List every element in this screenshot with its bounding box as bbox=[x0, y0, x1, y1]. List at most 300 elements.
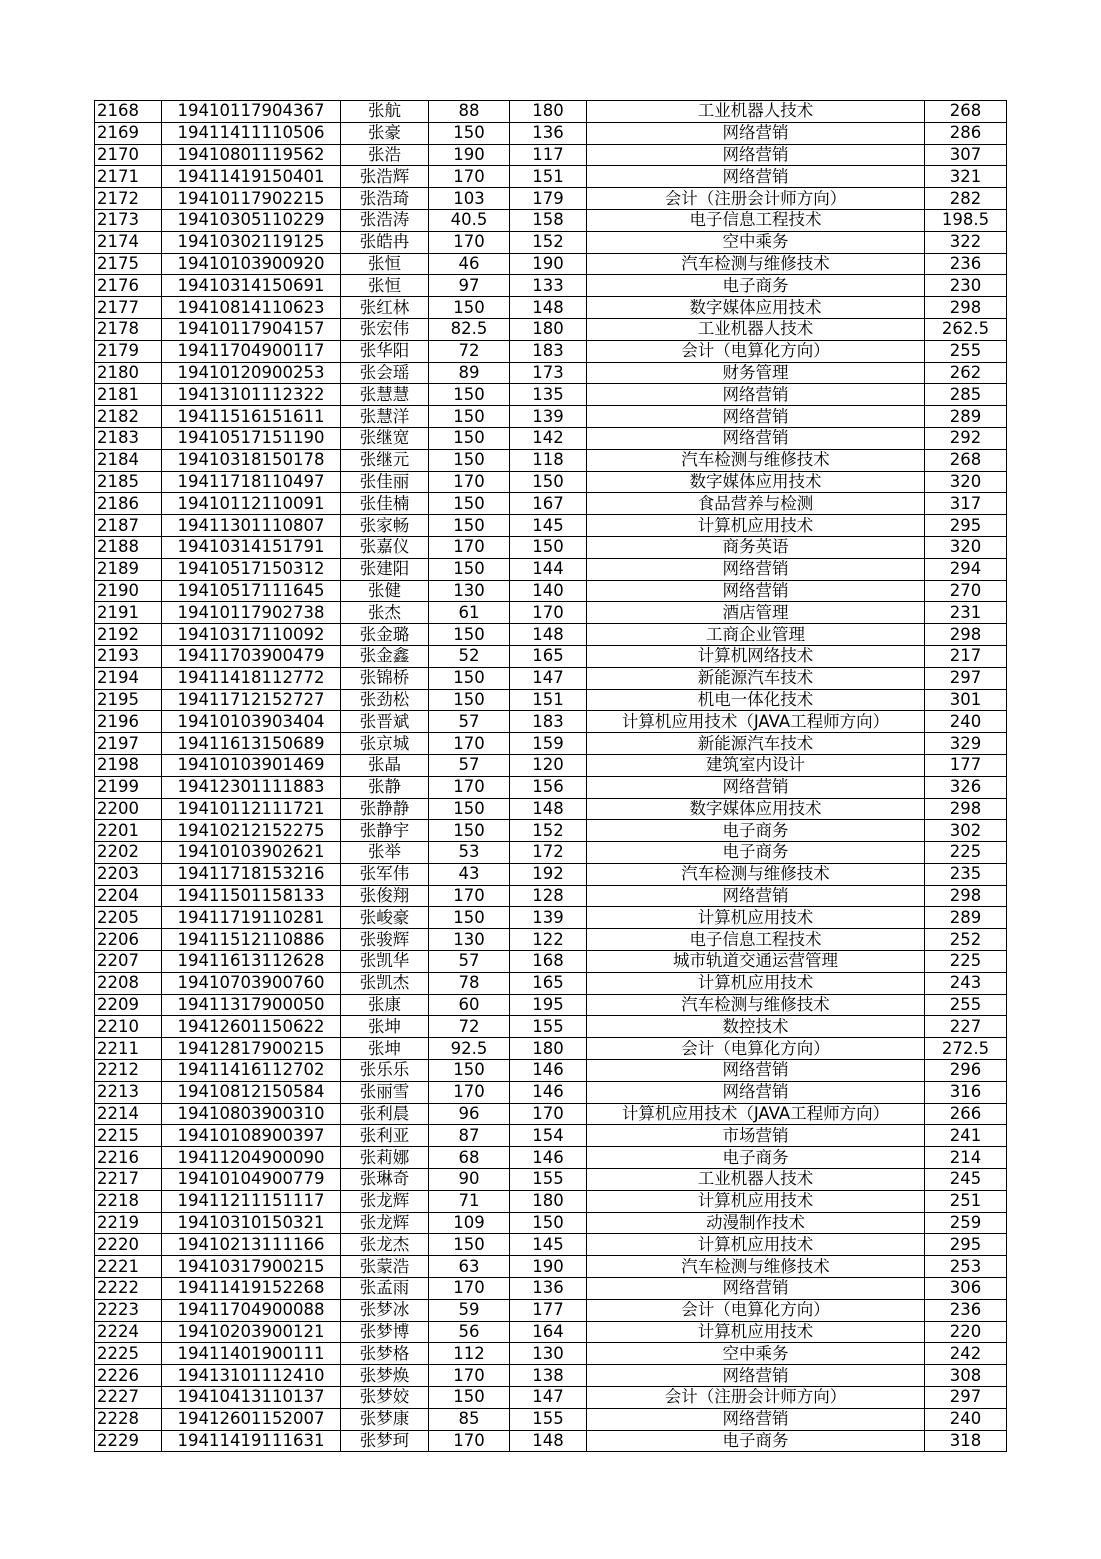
major-cell: 数字媒体应用技术 bbox=[587, 471, 925, 493]
score-b-cell: 139 bbox=[510, 907, 587, 929]
table-row bbox=[95, 1212, 1007, 1234]
total-cell: 259 bbox=[925, 1212, 1007, 1234]
exam-id-cell: 19410517150312 bbox=[162, 558, 341, 580]
score-a-cell: 61 bbox=[429, 602, 510, 624]
total-cell: 301 bbox=[925, 689, 1007, 711]
score-a-cell: 85 bbox=[429, 1408, 510, 1430]
score-a-cell: 150 bbox=[429, 798, 510, 820]
name-cell: 张家畅 bbox=[341, 515, 429, 537]
major-cell: 酒店管理 bbox=[587, 602, 925, 624]
score-a-cell: 150 bbox=[429, 297, 510, 319]
table-row bbox=[95, 754, 1007, 776]
major-cell: 数字媒体应用技术 bbox=[587, 297, 925, 319]
score-a-cell: 190 bbox=[429, 144, 510, 166]
major-cell: 网络营销 bbox=[587, 427, 925, 449]
table-row bbox=[95, 972, 1007, 994]
major-cell: 网络营销 bbox=[587, 776, 925, 798]
score-a-cell: 112 bbox=[429, 1343, 510, 1365]
score-b-cell: 192 bbox=[510, 863, 587, 885]
score-b-cell: 172 bbox=[510, 842, 587, 864]
table-row bbox=[95, 362, 1007, 384]
score-a-cell: 150 bbox=[429, 907, 510, 929]
score-b-cell: 155 bbox=[510, 1016, 587, 1038]
score-a-cell: 97 bbox=[429, 275, 510, 297]
exam-id-cell: 19411718110497 bbox=[162, 471, 341, 493]
name-cell: 张红林 bbox=[341, 297, 429, 319]
score-b-cell: 133 bbox=[510, 275, 587, 297]
name-cell: 张骏辉 bbox=[341, 929, 429, 951]
name-cell: 张佳丽 bbox=[341, 471, 429, 493]
total-cell: 217 bbox=[925, 645, 1007, 667]
total-cell: 262.5 bbox=[925, 318, 1007, 340]
name-cell: 张丽雪 bbox=[341, 1081, 429, 1103]
major-cell: 汽车检测与维修技术 bbox=[587, 1256, 925, 1278]
total-cell: 302 bbox=[925, 820, 1007, 842]
total-cell: 225 bbox=[925, 842, 1007, 864]
score-b-cell: 148 bbox=[510, 624, 587, 646]
table-row bbox=[95, 122, 1007, 144]
name-cell: 张锦桥 bbox=[341, 667, 429, 689]
table-row bbox=[95, 209, 1007, 231]
major-cell: 计算机应用技术（JAVA工程师方向） bbox=[587, 1103, 925, 1125]
major-cell: 电子商务 bbox=[587, 1430, 925, 1452]
seq-cell: 2173 bbox=[95, 209, 162, 231]
name-cell: 张浩涛 bbox=[341, 209, 429, 231]
score-a-cell: 78 bbox=[429, 972, 510, 994]
score-b-cell: 190 bbox=[510, 253, 587, 275]
score-b-cell: 145 bbox=[510, 515, 587, 537]
table-row bbox=[95, 231, 1007, 253]
score-a-cell: 43 bbox=[429, 863, 510, 885]
table-row bbox=[95, 1387, 1007, 1409]
total-cell: 307 bbox=[925, 144, 1007, 166]
score-b-cell: 147 bbox=[510, 667, 587, 689]
exam-id-cell: 19412301111883 bbox=[162, 776, 341, 798]
total-cell: 266 bbox=[925, 1103, 1007, 1125]
table-row bbox=[95, 1190, 1007, 1212]
score-a-cell: 40.5 bbox=[429, 209, 510, 231]
name-cell: 张浩琦 bbox=[341, 188, 429, 210]
name-cell: 张浩辉 bbox=[341, 166, 429, 188]
total-cell: 220 bbox=[925, 1321, 1007, 1343]
major-cell: 汽车检测与维修技术 bbox=[587, 994, 925, 1016]
name-cell: 张坤 bbox=[341, 1038, 429, 1060]
seq-cell: 2229 bbox=[95, 1430, 162, 1452]
total-cell: 289 bbox=[925, 907, 1007, 929]
seq-cell: 2194 bbox=[95, 667, 162, 689]
major-cell: 计算机应用技术 bbox=[587, 907, 925, 929]
seq-cell: 2175 bbox=[95, 253, 162, 275]
seq-cell: 2219 bbox=[95, 1212, 162, 1234]
major-cell: 计算机应用技术 bbox=[587, 1321, 925, 1343]
major-cell: 网络营销 bbox=[587, 580, 925, 602]
total-cell: 295 bbox=[925, 515, 1007, 537]
score-b-cell: 135 bbox=[510, 384, 587, 406]
exam-id-cell: 19411712152727 bbox=[162, 689, 341, 711]
name-cell: 张康 bbox=[341, 994, 429, 1016]
name-cell: 张嘉仪 bbox=[341, 536, 429, 558]
major-cell: 计算机应用技术（JAVA工程师方向） bbox=[587, 711, 925, 733]
table-row bbox=[95, 253, 1007, 275]
exam-id-cell: 19411418112772 bbox=[162, 667, 341, 689]
exam-id-cell: 19410317110092 bbox=[162, 624, 341, 646]
major-cell: 网络营销 bbox=[587, 558, 925, 580]
major-cell: 汽车检测与维修技术 bbox=[587, 449, 925, 471]
name-cell: 张龙辉 bbox=[341, 1190, 429, 1212]
major-cell: 汽车检测与维修技术 bbox=[587, 253, 925, 275]
major-cell: 动漫制作技术 bbox=[587, 1212, 925, 1234]
table-row bbox=[95, 515, 1007, 537]
table-row bbox=[95, 340, 1007, 362]
table-row bbox=[95, 602, 1007, 624]
table-row bbox=[95, 493, 1007, 515]
total-cell: 296 bbox=[925, 1060, 1007, 1082]
seq-cell: 2193 bbox=[95, 645, 162, 667]
seq-cell: 2181 bbox=[95, 384, 162, 406]
score-b-cell: 136 bbox=[510, 122, 587, 144]
total-cell: 262 bbox=[925, 362, 1007, 384]
name-cell: 张蒙浩 bbox=[341, 1256, 429, 1278]
seq-cell: 2184 bbox=[95, 449, 162, 471]
major-cell: 工业机器人技术 bbox=[587, 318, 925, 340]
table-row bbox=[95, 144, 1007, 166]
exam-id-cell: 19411401900111 bbox=[162, 1343, 341, 1365]
score-b-cell: 120 bbox=[510, 754, 587, 776]
score-b-cell: 139 bbox=[510, 406, 587, 428]
table-row bbox=[95, 820, 1007, 842]
score-b-cell: 180 bbox=[510, 318, 587, 340]
total-cell: 252 bbox=[925, 929, 1007, 951]
score-a-cell: 103 bbox=[429, 188, 510, 210]
score-b-cell: 170 bbox=[510, 602, 587, 624]
major-cell: 网络营销 bbox=[587, 1408, 925, 1430]
score-b-cell: 180 bbox=[510, 1038, 587, 1060]
total-cell: 285 bbox=[925, 384, 1007, 406]
seq-cell: 2195 bbox=[95, 689, 162, 711]
seq-cell: 2192 bbox=[95, 624, 162, 646]
score-b-cell: 151 bbox=[510, 166, 587, 188]
exam-id-cell: 19410117904157 bbox=[162, 318, 341, 340]
total-cell: 198.5 bbox=[925, 209, 1007, 231]
name-cell: 张乐乐 bbox=[341, 1060, 429, 1082]
total-cell: 320 bbox=[925, 536, 1007, 558]
table-row bbox=[95, 1408, 1007, 1430]
score-b-cell: 147 bbox=[510, 1387, 587, 1409]
exam-id-cell: 19412601152007 bbox=[162, 1408, 341, 1430]
score-a-cell: 90 bbox=[429, 1169, 510, 1191]
exam-id-cell: 19410104900779 bbox=[162, 1169, 341, 1191]
score-b-cell: 155 bbox=[510, 1408, 587, 1430]
score-b-cell: 152 bbox=[510, 231, 587, 253]
table-row bbox=[95, 1081, 1007, 1103]
total-cell: 214 bbox=[925, 1147, 1007, 1169]
table-row bbox=[95, 471, 1007, 493]
name-cell: 张慧慧 bbox=[341, 384, 429, 406]
score-a-cell: 60 bbox=[429, 994, 510, 1016]
total-cell: 231 bbox=[925, 602, 1007, 624]
exam-id-cell: 19411718153216 bbox=[162, 863, 341, 885]
score-a-cell: 92.5 bbox=[429, 1038, 510, 1060]
score-b-cell: 155 bbox=[510, 1169, 587, 1191]
seq-cell: 2220 bbox=[95, 1234, 162, 1256]
table-row bbox=[95, 318, 1007, 340]
score-b-cell: 142 bbox=[510, 427, 587, 449]
name-cell: 张皓冉 bbox=[341, 231, 429, 253]
name-cell: 张利亚 bbox=[341, 1125, 429, 1147]
table-row bbox=[95, 1365, 1007, 1387]
seq-cell: 2222 bbox=[95, 1278, 162, 1300]
total-cell: 243 bbox=[925, 972, 1007, 994]
total-cell: 236 bbox=[925, 253, 1007, 275]
major-cell: 空中乘务 bbox=[587, 231, 925, 253]
seq-cell: 2177 bbox=[95, 297, 162, 319]
exam-id-cell: 19410112111721 bbox=[162, 798, 341, 820]
name-cell: 张恒 bbox=[341, 253, 429, 275]
score-b-cell: 154 bbox=[510, 1125, 587, 1147]
seq-cell: 2204 bbox=[95, 885, 162, 907]
score-a-cell: 46 bbox=[429, 253, 510, 275]
table-row bbox=[95, 1016, 1007, 1038]
total-cell: 235 bbox=[925, 863, 1007, 885]
score-b-cell: 146 bbox=[510, 1081, 587, 1103]
total-cell: 295 bbox=[925, 1234, 1007, 1256]
total-cell: 318 bbox=[925, 1430, 1007, 1452]
score-b-cell: 167 bbox=[510, 493, 587, 515]
total-cell: 242 bbox=[925, 1343, 1007, 1365]
total-cell: 255 bbox=[925, 340, 1007, 362]
total-cell: 320 bbox=[925, 471, 1007, 493]
score-a-cell: 150 bbox=[429, 1060, 510, 1082]
seq-cell: 2201 bbox=[95, 820, 162, 842]
table-row bbox=[95, 645, 1007, 667]
name-cell: 张坤 bbox=[341, 1016, 429, 1038]
total-cell: 245 bbox=[925, 1169, 1007, 1191]
total-cell: 316 bbox=[925, 1081, 1007, 1103]
score-a-cell: 150 bbox=[429, 1234, 510, 1256]
score-b-cell: 183 bbox=[510, 711, 587, 733]
score-b-cell: 180 bbox=[510, 1190, 587, 1212]
score-a-cell: 87 bbox=[429, 1125, 510, 1147]
major-cell: 网络营销 bbox=[587, 1278, 925, 1300]
seq-cell: 2180 bbox=[95, 362, 162, 384]
name-cell: 张航 bbox=[341, 101, 429, 123]
total-cell: 230 bbox=[925, 275, 1007, 297]
seq-cell: 2217 bbox=[95, 1169, 162, 1191]
major-cell: 工业机器人技术 bbox=[587, 1169, 925, 1191]
score-b-cell: 148 bbox=[510, 297, 587, 319]
total-cell: 326 bbox=[925, 776, 1007, 798]
total-cell: 298 bbox=[925, 624, 1007, 646]
table-row bbox=[95, 297, 1007, 319]
score-b-cell: 180 bbox=[510, 101, 587, 123]
exam-id-cell: 19413101112410 bbox=[162, 1365, 341, 1387]
major-cell: 工商企业管理 bbox=[587, 624, 925, 646]
score-b-cell: 150 bbox=[510, 536, 587, 558]
major-cell: 会计（注册会计师方向） bbox=[587, 1387, 925, 1409]
seq-cell: 2174 bbox=[95, 231, 162, 253]
score-a-cell: 170 bbox=[429, 1278, 510, 1300]
table-row bbox=[95, 667, 1007, 689]
exam-id-cell: 19410812150584 bbox=[162, 1081, 341, 1103]
total-cell: 253 bbox=[925, 1256, 1007, 1278]
total-cell: 286 bbox=[925, 122, 1007, 144]
score-a-cell: 170 bbox=[429, 733, 510, 755]
name-cell: 张恒 bbox=[341, 275, 429, 297]
score-b-cell: 122 bbox=[510, 929, 587, 951]
seq-cell: 2198 bbox=[95, 754, 162, 776]
major-cell: 会计（电算化方向） bbox=[587, 1038, 925, 1060]
exam-id-cell: 19410305110229 bbox=[162, 209, 341, 231]
seq-cell: 2225 bbox=[95, 1343, 162, 1365]
name-cell: 张凯杰 bbox=[341, 972, 429, 994]
table-row bbox=[95, 885, 1007, 907]
table-row bbox=[95, 558, 1007, 580]
exam-id-cell: 19411317900050 bbox=[162, 994, 341, 1016]
seq-cell: 2168 bbox=[95, 101, 162, 123]
major-cell: 电子商务 bbox=[587, 1147, 925, 1169]
exam-id-cell: 19413101112322 bbox=[162, 384, 341, 406]
total-cell: 236 bbox=[925, 1299, 1007, 1321]
table-row bbox=[95, 994, 1007, 1016]
exam-id-cell: 19410803900310 bbox=[162, 1103, 341, 1125]
name-cell: 张静宇 bbox=[341, 820, 429, 842]
exam-id-cell: 19411704900088 bbox=[162, 1299, 341, 1321]
total-cell: 225 bbox=[925, 951, 1007, 973]
score-a-cell: 170 bbox=[429, 166, 510, 188]
total-cell: 255 bbox=[925, 994, 1007, 1016]
total-cell: 289 bbox=[925, 406, 1007, 428]
exam-id-cell: 19411204900090 bbox=[162, 1147, 341, 1169]
score-a-cell: 150 bbox=[429, 122, 510, 144]
exam-id-cell: 19410302119125 bbox=[162, 231, 341, 253]
seq-cell: 2209 bbox=[95, 994, 162, 1016]
name-cell: 张华阳 bbox=[341, 340, 429, 362]
name-cell: 张莉娜 bbox=[341, 1147, 429, 1169]
seq-cell: 2189 bbox=[95, 558, 162, 580]
table-row bbox=[95, 1060, 1007, 1082]
exam-id-cell: 19411719110281 bbox=[162, 907, 341, 929]
score-a-cell: 150 bbox=[429, 384, 510, 406]
total-cell: 306 bbox=[925, 1278, 1007, 1300]
total-cell: 292 bbox=[925, 427, 1007, 449]
seq-cell: 2214 bbox=[95, 1103, 162, 1125]
major-cell: 计算机应用技术 bbox=[587, 972, 925, 994]
total-cell: 329 bbox=[925, 733, 1007, 755]
name-cell: 张京城 bbox=[341, 733, 429, 755]
total-cell: 298 bbox=[925, 798, 1007, 820]
seq-cell: 2196 bbox=[95, 711, 162, 733]
table-row bbox=[95, 1125, 1007, 1147]
score-a-cell: 150 bbox=[429, 689, 510, 711]
name-cell: 张俊翔 bbox=[341, 885, 429, 907]
table-row bbox=[95, 842, 1007, 864]
seq-cell: 2211 bbox=[95, 1038, 162, 1060]
seq-cell: 2188 bbox=[95, 536, 162, 558]
exam-id-cell: 19410112110091 bbox=[162, 493, 341, 515]
exam-id-cell: 19410213111166 bbox=[162, 1234, 341, 1256]
major-cell: 会计（电算化方向） bbox=[587, 340, 925, 362]
score-a-cell: 71 bbox=[429, 1190, 510, 1212]
score-b-cell: 156 bbox=[510, 776, 587, 798]
total-cell: 298 bbox=[925, 885, 1007, 907]
seq-cell: 2170 bbox=[95, 144, 162, 166]
seq-cell: 2187 bbox=[95, 515, 162, 537]
score-b-cell: 138 bbox=[510, 1365, 587, 1387]
seq-cell: 2228 bbox=[95, 1408, 162, 1430]
table-row bbox=[95, 798, 1007, 820]
score-b-cell: 177 bbox=[510, 1299, 587, 1321]
table-row bbox=[95, 275, 1007, 297]
score-b-cell: 144 bbox=[510, 558, 587, 580]
major-cell: 网络营销 bbox=[587, 406, 925, 428]
name-cell: 张健 bbox=[341, 580, 429, 602]
name-cell: 张慧洋 bbox=[341, 406, 429, 428]
score-b-cell: 150 bbox=[510, 471, 587, 493]
exam-id-cell: 19411419150401 bbox=[162, 166, 341, 188]
score-a-cell: 89 bbox=[429, 362, 510, 384]
score-a-cell: 109 bbox=[429, 1212, 510, 1234]
exam-id-cell: 19410703900760 bbox=[162, 972, 341, 994]
major-cell: 网络营销 bbox=[587, 144, 925, 166]
exam-id-cell: 19410318150178 bbox=[162, 449, 341, 471]
score-a-cell: 150 bbox=[429, 624, 510, 646]
total-cell: 251 bbox=[925, 1190, 1007, 1212]
table-row bbox=[95, 776, 1007, 798]
seq-cell: 2199 bbox=[95, 776, 162, 798]
score-b-cell: 170 bbox=[510, 1103, 587, 1125]
exam-id-cell: 19410108900397 bbox=[162, 1125, 341, 1147]
score-a-cell: 57 bbox=[429, 711, 510, 733]
score-a-cell: 59 bbox=[429, 1299, 510, 1321]
seq-cell: 2182 bbox=[95, 406, 162, 428]
total-cell: 298 bbox=[925, 297, 1007, 319]
exam-id-cell: 19410310150321 bbox=[162, 1212, 341, 1234]
score-b-cell: 183 bbox=[510, 340, 587, 362]
score-b-cell: 165 bbox=[510, 645, 587, 667]
score-a-cell: 170 bbox=[429, 885, 510, 907]
score-a-cell: 72 bbox=[429, 1016, 510, 1038]
seq-cell: 2202 bbox=[95, 842, 162, 864]
seq-cell: 2172 bbox=[95, 188, 162, 210]
score-a-cell: 150 bbox=[429, 558, 510, 580]
total-cell: 294 bbox=[925, 558, 1007, 580]
table-row bbox=[95, 188, 1007, 210]
table-body bbox=[95, 101, 1007, 1452]
total-cell: 270 bbox=[925, 580, 1007, 602]
name-cell: 张继宽 bbox=[341, 427, 429, 449]
total-cell: 272.5 bbox=[925, 1038, 1007, 1060]
score-a-cell: 96 bbox=[429, 1103, 510, 1125]
exam-id-cell: 19410103903404 bbox=[162, 711, 341, 733]
exam-id-cell: 19410117902215 bbox=[162, 188, 341, 210]
major-cell: 电子商务 bbox=[587, 842, 925, 864]
seq-cell: 2171 bbox=[95, 166, 162, 188]
major-cell: 电子信息工程技术 bbox=[587, 929, 925, 951]
exam-id-cell: 19410517111645 bbox=[162, 580, 341, 602]
exam-id-cell: 19411411110506 bbox=[162, 122, 341, 144]
score-b-cell: 128 bbox=[510, 885, 587, 907]
major-cell: 计算机网络技术 bbox=[587, 645, 925, 667]
seq-cell: 2221 bbox=[95, 1256, 162, 1278]
score-b-cell: 151 bbox=[510, 689, 587, 711]
score-a-cell: 52 bbox=[429, 645, 510, 667]
seq-cell: 2224 bbox=[95, 1321, 162, 1343]
score-b-cell: 168 bbox=[510, 951, 587, 973]
score-a-cell: 170 bbox=[429, 1081, 510, 1103]
exam-id-cell: 19411613112628 bbox=[162, 951, 341, 973]
table-row bbox=[95, 1038, 1007, 1060]
name-cell: 张军伟 bbox=[341, 863, 429, 885]
